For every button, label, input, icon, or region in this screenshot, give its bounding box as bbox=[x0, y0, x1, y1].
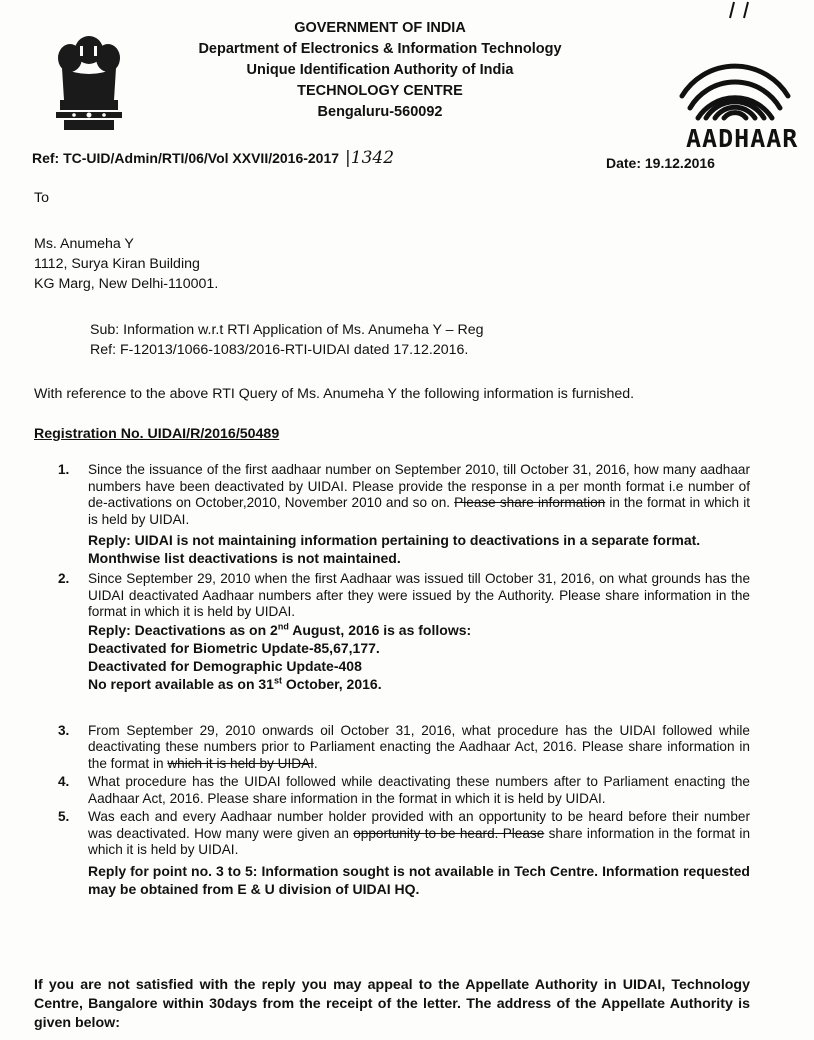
letterhead bbox=[150, 18, 610, 123]
ordinal-suffix: st bbox=[273, 674, 282, 685]
question-text: Was each and every Aadhaar number holder provided with an opportunity to be heard before their number was deactivated. How many were given an bbox=[88, 809, 750, 841]
list-item bbox=[34, 571, 750, 693]
subject-ref-line: Ref: F-12013/1066-1083/2016-RTI-UIDAI dated 17.12.2016. bbox=[90, 342, 469, 358]
registration-number: Registration No. UIDAI/R/2016/50489 bbox=[34, 426, 280, 442]
question-text: in the format in which it is held by UIDAI. bbox=[88, 495, 751, 527]
appeal-paragraph: If you are not satisfied with the reply you may appeal to the Appellate Authority in UIDAI, Technology Centre, Bangalore within 30days from the receipt of the letter. The address of the Appellate Authority is given below: bbox=[34, 977, 750, 1031]
intro-paragraph: With reference to the above RTI Query of Ms. Anumeha Y the following information is furnished. bbox=[34, 386, 635, 402]
recipient-address bbox=[34, 234, 218, 294]
question-struck-text: Please share information bbox=[454, 495, 606, 510]
question-struck-text: which it is held by UIDAI bbox=[167, 755, 314, 771]
reference-text: Ref: TC-UID/Admin/RTI/06/Vol XXVII/2016-2017 bbox=[32, 150, 340, 166]
list-item bbox=[34, 723, 750, 773]
to-label: To bbox=[34, 190, 49, 206]
reply-block bbox=[88, 862, 750, 898]
reply-line bbox=[88, 621, 750, 639]
item-number: 4. bbox=[58, 774, 70, 789]
reply-line: Deactivated for Demographic Update-408 bbox=[88, 657, 362, 674]
reply-line bbox=[88, 675, 750, 693]
item-number: 2. bbox=[58, 571, 70, 586]
header-line-tech-centre: TECHNOLOGY CENTRE bbox=[297, 83, 463, 99]
handwritten-number: |1342 bbox=[345, 148, 395, 168]
reply-block bbox=[88, 531, 750, 567]
item-number: 1. bbox=[58, 462, 70, 477]
reply-text: No report available as on 31 bbox=[88, 675, 274, 692]
item-number: 5. bbox=[58, 809, 70, 824]
national-emblem-icon bbox=[34, 28, 144, 138]
address-line: 1112, Surya Kiran Building bbox=[34, 256, 200, 272]
subject-line: Sub: Information w.r.t RTI Application of Ms. Anumeha Y – Reg bbox=[90, 322, 484, 338]
header-line-government: GOVERNMENT OF INDIA bbox=[294, 20, 466, 36]
list-item bbox=[34, 774, 750, 807]
address-line: Ms. Anumeha Y bbox=[34, 236, 134, 252]
item-number: 3. bbox=[58, 722, 70, 738]
subject-block bbox=[90, 320, 484, 360]
question-text: From September 29, 2010 onwards oil October 31, 2016, what procedure has the UIDAI followed while deactivating these numbers prior to Parliament enacting the Aadhaar Act, 2016. Please share information in the format in bbox=[88, 722, 750, 771]
letter-date: Date: 19.12.2016 bbox=[606, 155, 715, 171]
aadhaar-logo-text: AADHAAR bbox=[686, 124, 799, 153]
reply-text: Reply: Deactivations as on 2 bbox=[88, 621, 278, 638]
address-line: KG Marg, New Delhi-110001. bbox=[34, 276, 219, 292]
header-line-uidai: Unique Identification Authority of India bbox=[246, 62, 514, 78]
list-item bbox=[34, 462, 750, 567]
question-text: . bbox=[313, 755, 318, 771]
reference-number bbox=[32, 148, 394, 168]
question-text: Since September 29, 2010 when the first Aadhaar was issued till October 31, 2016, on what grounds has the UIDAI deactivated Aadhaar numbers after they were issued by the Authority. Please share information in the format in which it is held by UIDAI. bbox=[88, 571, 750, 619]
header-line-city: Bengaluru-560092 bbox=[317, 104, 443, 120]
question-list bbox=[34, 462, 750, 898]
reply-text: October, 2016. bbox=[281, 675, 382, 692]
question-text: Since the issuance of the first aadhaar number on September 2010, till October 31, 2016, how many aadhaar numbers have been deactivated by UIDAI. Please provide the response in a per month format i.e number of de-activations on October,2010, November 2010 and so on. bbox=[88, 462, 750, 510]
question-text: What procedure has the UIDAI followed while deactivating these numbers after to Parliament enacting the Aadhaar Act, 2016. Please share information in the format in which it is held by UIDAI. bbox=[88, 774, 750, 806]
question-text: share information in the format in which it is held by UIDAI. bbox=[88, 825, 751, 857]
question-struck-text: opportunity to be heard. Please bbox=[353, 825, 545, 841]
ordinal-suffix: nd bbox=[277, 620, 289, 631]
reply-line: Reply: UIDAI is not maintaining information pertaining to deactivations in a separate format. bbox=[88, 532, 701, 548]
reply-line: Monthwise list deactivations is not maintained. bbox=[88, 550, 401, 566]
reply-text: August, 2016 is as follows: bbox=[288, 621, 472, 638]
reply-block bbox=[88, 621, 750, 693]
reply-line: Reply for point no. 3 to 5: Information sought is not available in Tech Centre. Information requested may be obtained from E & U division of UIDAI HQ. bbox=[88, 862, 750, 897]
reply-line: Deactivated for Biometric Update-85,67,177. bbox=[88, 639, 380, 656]
list-item bbox=[34, 809, 750, 898]
header-line-department: Department of Electronics & Information Technology bbox=[198, 41, 562, 57]
